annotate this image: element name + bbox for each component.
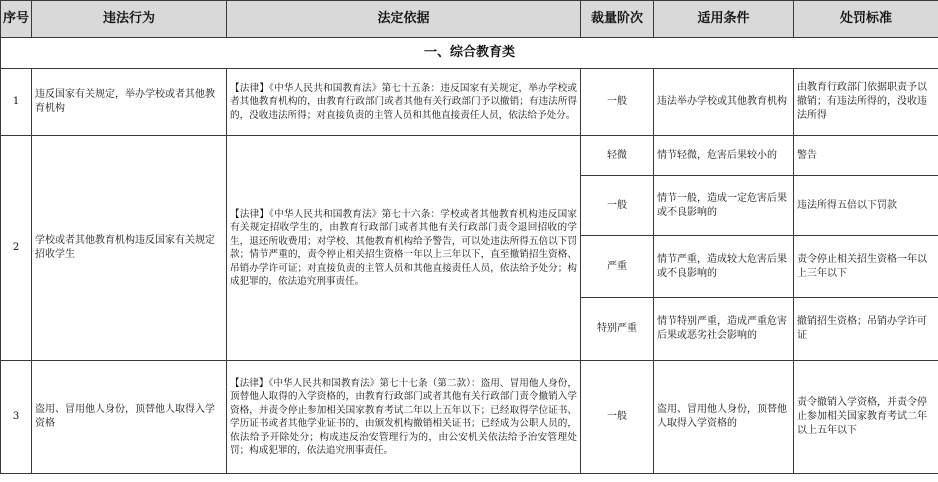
condition-cell: 盗用、冒用他人身份，顶替他人取得入学资格的 [654,361,794,474]
header-row [1,1,938,38]
condition-cell: 违法举办学校或其他教育机构 [654,69,794,136]
header-seq: 序号 [1,1,32,38]
violation-cell: 学校或者其他教育机构违反国家有关规定招收学生 [32,136,227,361]
level-cell: 特别严重 [581,298,654,361]
violation-cell: 盗用、冒用他人身份，顶替他人取得入学资格 [32,361,227,474]
header-penalty: 处罚标准 [794,1,938,38]
condition-cell: 情节特别严重，造成严重危害后果或恶劣社会影响的 [654,298,794,361]
row-number: 3 [1,361,32,474]
row-number: 1 [1,69,32,136]
condition-cell: 情节严重，造成较大危害后果或不良影响的 [654,236,794,298]
row-number: 2 [1,136,32,361]
table-row [1,69,938,136]
penalty-cell: 责令撤销入学资格，并责令停止参加相关国家教育考试二年以上五年以下 [794,361,938,474]
section-row [1,38,938,69]
header-level: 裁量阶次 [581,1,654,38]
penalty-cell: 警告 [794,136,938,176]
penalty-cell: 责令停止相关招生资格一年以上三年以下 [794,236,938,298]
penalty-cell: 由教育行政部门依据职责予以撤销；有违法所得的，没收违法所得 [794,69,938,136]
header-basis: 法定依据 [227,1,581,38]
penalty-cell: 违法所得五倍以下罚款 [794,176,938,236]
header-condition: 适用条件 [654,1,794,38]
table-row [1,136,938,176]
header-violation: 违法行为 [32,1,227,38]
violation-cell: 违反国家有关规定，举办学校或者其他教育机构 [32,69,227,136]
level-cell: 严重 [581,236,654,298]
basis-cell: 【法律】《中华人民共和国教育法》第七十六条：学校或者其他教育机构违反国家有关规定招收学生的，由教育行政部门或者其他有关行政部门责令退回招收的学生，退还所收费用；对学校、其他教育机构给予警告，可以处违法所得五倍以下罚款；情节严重的，责令停止相关招生资格一年以上三年以下，直至撤销招生资格、吊销办学许可证；对直接负责的主管人员和其他直接责任人员，依法给予处分；构成犯罪的，依法追究刑事责任。 [227,136,581,361]
level-cell: 一般 [581,361,654,474]
basis-cell: 【法律】《中华人民共和国教育法》第七十七条（第二款）：盗用、冒用他人身份，顶替他人取得的入学资格的，由教育行政部门或者其他有关行政部门责令撤销入学资格，并责令停止参加相关国家教育考试二年以上五年以下；已经取得学位证书、学历证书或者其他学业证书的，由颁发机构撤销相关证书；已经成为公职人员的，依法给予开除处分；构成违反治安管理行为的，由公安机关依法给予治安管理处罚；构成犯罪的，依法追究刑事责任。 [227,361,581,474]
penalty-cell: 撤销招生资格；吊销办学许可证 [794,298,938,361]
level-cell: 轻微 [581,136,654,176]
section-title: 一、综合教育类 [1,38,938,69]
level-cell: 一般 [581,176,654,236]
table-row [1,361,938,474]
condition-cell: 情节轻微，危害后果较小的 [654,136,794,176]
basis-cell: 【法律】《中华人民共和国教育法》第七十五条：违反国家有关规定，举办学校或者其他教育机构的，由教育行政部门或者其他有关行政部门予以撤销；有违法所得的，没收违法所得；对直接负责的主管人员和其他直接责任人员，依法给予处分。 [227,69,581,136]
level-cell: 一般 [581,69,654,136]
condition-cell: 情节一般，造成一定危害后果或不良影响的 [654,176,794,236]
